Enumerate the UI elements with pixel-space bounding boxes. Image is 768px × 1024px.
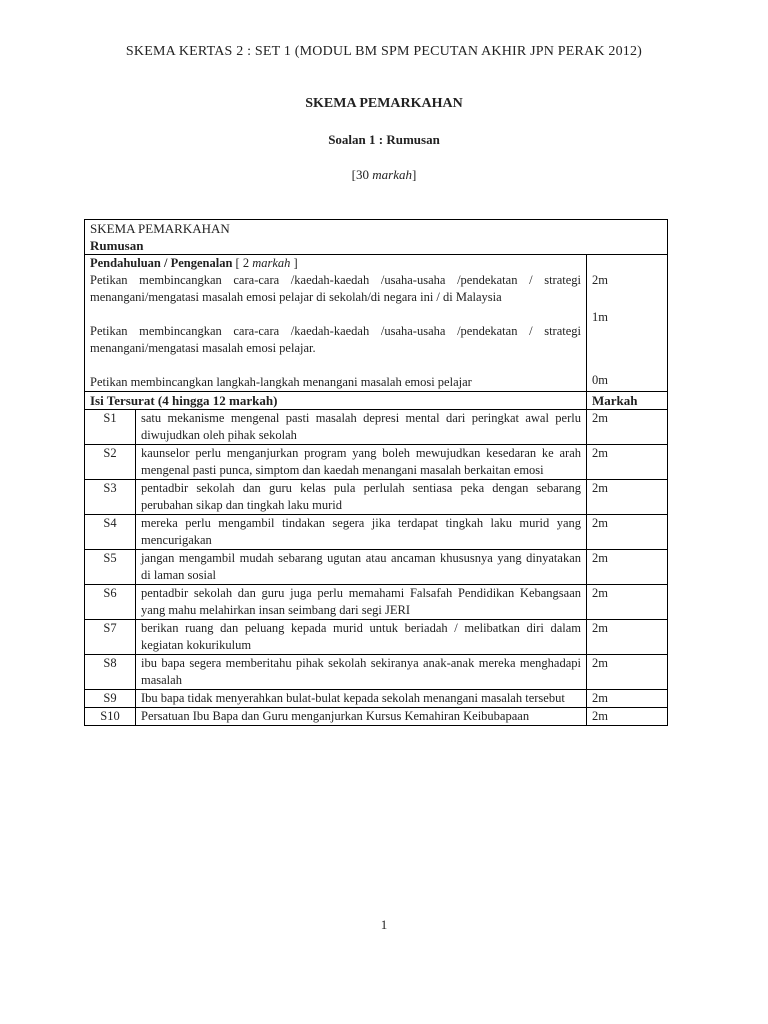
isi-heading: Isi Tersurat (4 hingga 12 markah) bbox=[85, 392, 587, 410]
row-mark: 2m bbox=[587, 445, 668, 480]
table-row bbox=[85, 585, 668, 620]
row-text: pentadbir sekolah dan guru kelas pula perlulah sentiasa peka dengan sebarang perubahan sikap dan tingkah laku murid bbox=[136, 480, 587, 515]
table-row bbox=[85, 708, 668, 726]
table-head-subtitle: Rumusan bbox=[90, 238, 144, 253]
table-head-row bbox=[85, 220, 668, 255]
table-row bbox=[85, 410, 668, 445]
table-row bbox=[85, 620, 668, 655]
row-mark: 2m bbox=[587, 655, 668, 690]
page-number: 1 bbox=[380, 917, 388, 932]
row-text: kaunselor perlu menganjurkan program yang boleh mewujudkan kesedaran ke arah mengenal pasti punca, simptom dan kaedah menangani masalah berkaitan emosi bbox=[136, 445, 587, 480]
total-marks-open: [30 bbox=[351, 167, 373, 182]
row-text: jangan mengambil mudah sebarang ugutan atau ancaman khususnya yang dinyatakan di laman sosial bbox=[136, 550, 587, 585]
row-id: S4 bbox=[85, 515, 136, 550]
intro-marks-word: markah bbox=[252, 256, 291, 270]
markah-heading: Markah bbox=[587, 392, 668, 410]
intro-mark-2: 1m bbox=[592, 310, 608, 324]
row-text: ibu bapa segera memberitahu pihak sekolah sekiranya anak-anak mereka menghadapi masalah bbox=[136, 655, 587, 690]
row-mark: 2m bbox=[587, 410, 668, 445]
row-text: Persatuan Ibu Bapa dan Guru menganjurkan Kursus Kemahiran Keibubapaan bbox=[136, 708, 587, 726]
table-row bbox=[85, 515, 668, 550]
table-head-title: SKEMA PEMARKAHAN bbox=[90, 221, 230, 236]
row-text: mereka perlu mengambil tindakan segera jika terdapat tingkah laku murid yang mencurigakan bbox=[136, 515, 587, 550]
intro-row bbox=[85, 255, 668, 392]
total-marks-close: ] bbox=[411, 167, 417, 182]
row-mark: 2m bbox=[587, 515, 668, 550]
intro-cell bbox=[85, 255, 587, 392]
row-text: Ibu bapa tidak menyerahkan bulat-bulat kepada sekolah menangani masalah tersebut bbox=[136, 690, 587, 708]
intro-mark-3: 0m bbox=[592, 373, 608, 387]
row-mark: 2m bbox=[587, 620, 668, 655]
isi-heading-row bbox=[85, 392, 668, 410]
row-text: pentadbir sekolah dan guru juga perlu memahami Falsafah Pendidikan Kebangsaan yang mahu melahirkan insan seimbang dari segi JERI bbox=[136, 585, 587, 620]
total-marks bbox=[0, 167, 768, 183]
table-head-cell bbox=[85, 220, 668, 255]
row-mark: 2m bbox=[587, 690, 668, 708]
row-text: berikan ruang dan peluang kepada murid untuk beriadah / melibatkan diri dalam kegiatan kokurikulum bbox=[136, 620, 587, 655]
row-id: S9 bbox=[85, 690, 136, 708]
intro-marks-cell bbox=[587, 255, 668, 392]
row-mark: 2m bbox=[587, 585, 668, 620]
table-row bbox=[85, 655, 668, 690]
table-row bbox=[85, 480, 668, 515]
row-text: satu mekanisme mengenal pasti masalah depresi mental dari peringkat awal perlu diwujudkan oleh pihak sekolah bbox=[136, 410, 587, 445]
row-id: S6 bbox=[85, 585, 136, 620]
row-id: S8 bbox=[85, 655, 136, 690]
intro-marks-open: [ 2 bbox=[232, 256, 253, 270]
table-row bbox=[85, 445, 668, 480]
row-id: S7 bbox=[85, 620, 136, 655]
isi-rows bbox=[85, 410, 668, 726]
intro-marks-close: ] bbox=[290, 256, 298, 270]
intro-mark-1: 2m bbox=[592, 273, 608, 287]
question-subtitle: Soalan 1 : Rumusan bbox=[328, 132, 440, 147]
row-mark: 2m bbox=[587, 480, 668, 515]
row-mark: 2m bbox=[587, 708, 668, 726]
table-row bbox=[85, 550, 668, 585]
document-header: SKEMA KERTAS 2 : SET 1 (MODUL BM SPM PECUTAN AKHIR JPN PERAK 2012) bbox=[125, 44, 643, 59]
marking-scheme-table bbox=[84, 219, 668, 726]
row-id: S1 bbox=[85, 410, 136, 445]
intro-heading: Pendahuluan / Pengenalan bbox=[90, 256, 233, 270]
row-id: S5 bbox=[85, 550, 136, 585]
intro-item-3: Petikan membincangkan langkah-langkah menangani masalah emosi pelajar bbox=[90, 375, 472, 389]
row-id: S2 bbox=[85, 445, 136, 480]
row-id: S10 bbox=[85, 708, 136, 726]
intro-item-1: Petikan membincangkan cara-cara /kaedah-kaedah /usaha-usaha /pendekatan / strategi menangani/mengatasi masalah emosi pelajar di sekolah/di negara ini / di Malaysia bbox=[90, 273, 581, 304]
intro-item-2: Petikan membincangkan cara-cara /kaedah-kaedah /usaha-usaha /pendekatan / strategi menangani/mengatasi masalah emosi pelajar. bbox=[90, 324, 581, 355]
page-title: SKEMA PEMARKAHAN bbox=[305, 96, 463, 111]
total-marks-word: markah bbox=[372, 167, 412, 182]
row-id: S3 bbox=[85, 480, 136, 515]
table-row bbox=[85, 690, 668, 708]
row-mark: 2m bbox=[587, 550, 668, 585]
